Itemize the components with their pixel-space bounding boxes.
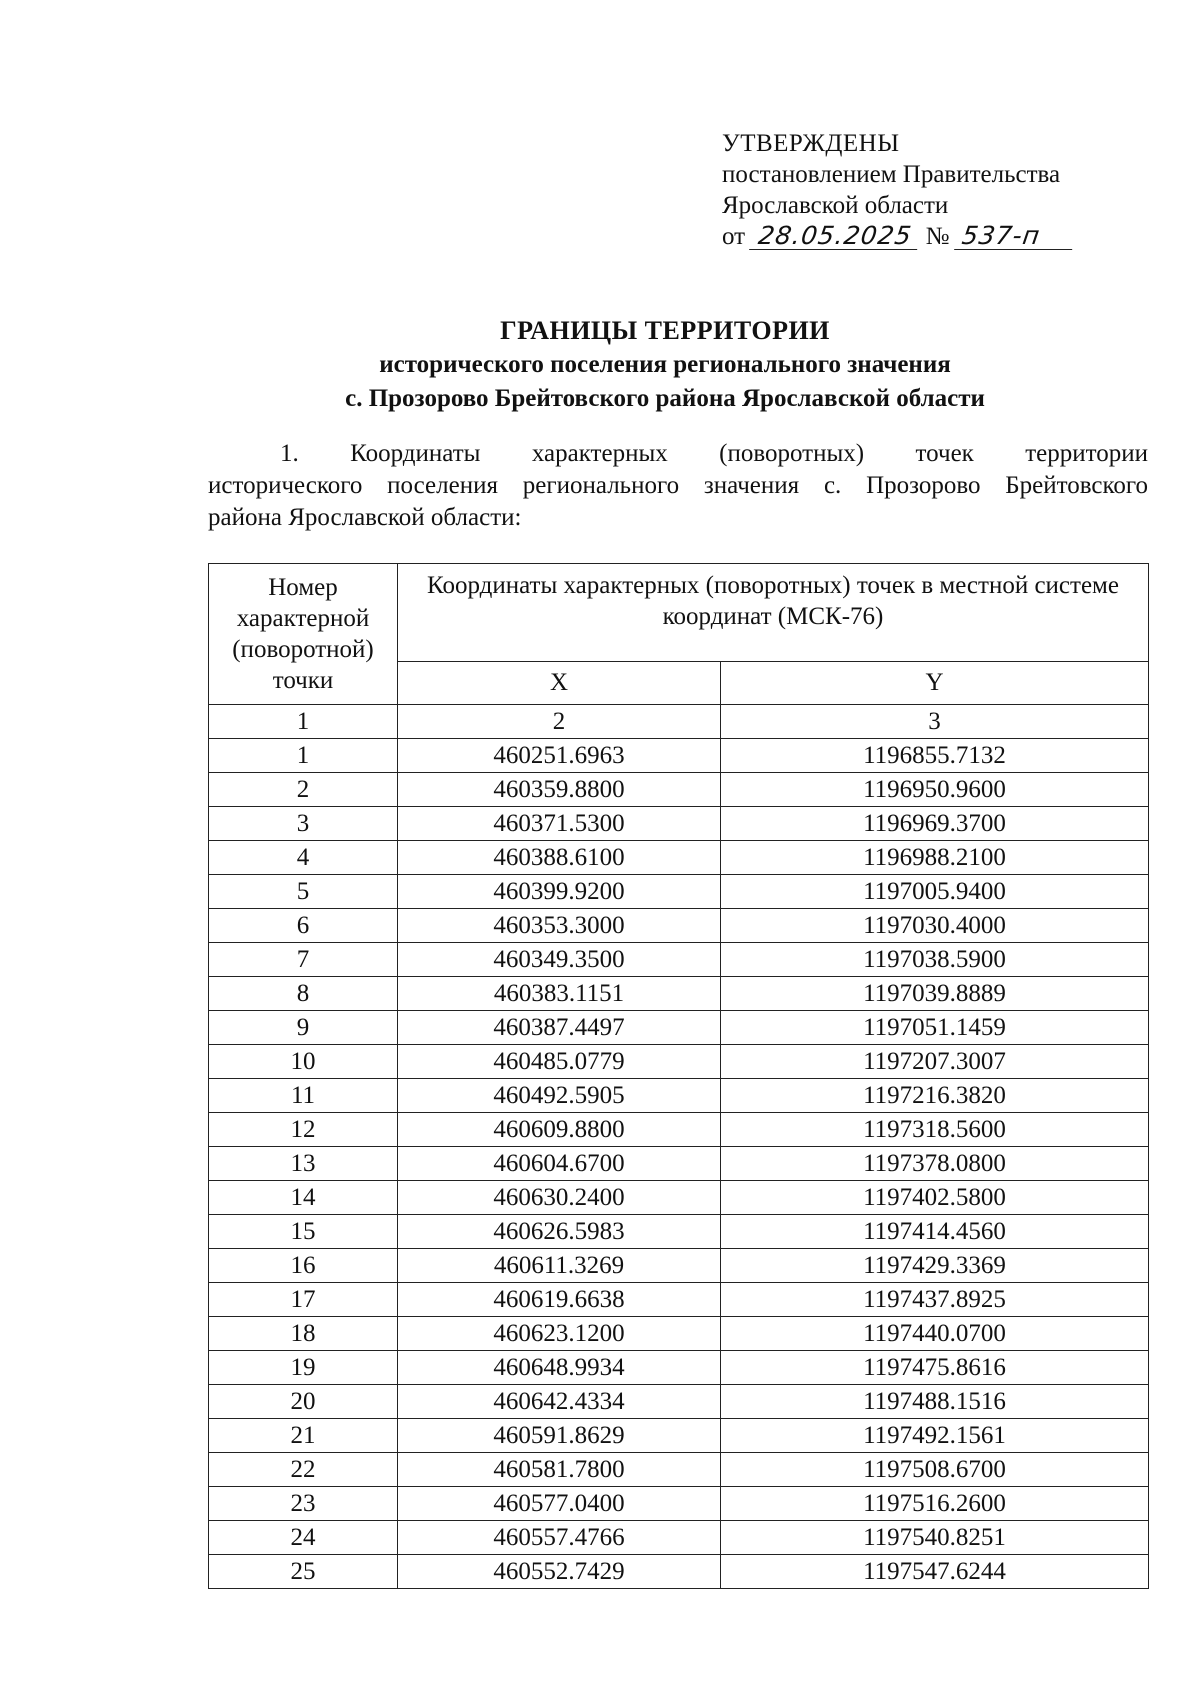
point-number-cell: 15 — [209, 1215, 398, 1249]
table-row — [209, 909, 1149, 943]
table-row — [209, 1419, 1149, 1453]
x-coordinate-cell: 460557.4766 — [398, 1521, 721, 1555]
y-coordinate-cell: 1197540.8251 — [721, 1521, 1149, 1555]
x-coordinate-cell: 460611.3269 — [398, 1249, 721, 1283]
point-number-cell: 21 — [209, 1419, 398, 1453]
x-coordinate-cell: 460371.5300 — [398, 807, 721, 841]
y-coordinate-cell: 1197378.0800 — [721, 1147, 1149, 1181]
table-row — [209, 875, 1149, 909]
handwritten-date: 28.05.2025 — [749, 223, 921, 250]
table-row — [209, 977, 1149, 1011]
column-index-3: 3 — [721, 705, 1149, 739]
point-number-cell: 18 — [209, 1317, 398, 1351]
column-index-row — [209, 705, 1149, 739]
y-coordinate-cell: 1196988.2100 — [721, 841, 1149, 875]
header-coordinates: Координаты характерных (поворотных) точек в местной системе координат (МСК-76) — [398, 564, 1149, 662]
point-number-cell: 12 — [209, 1113, 398, 1147]
point-number-cell: 16 — [209, 1249, 398, 1283]
y-coordinate-cell: 1197547.6244 — [721, 1555, 1149, 1589]
intro-paragraph — [208, 438, 1148, 534]
point-number-cell: 10 — [209, 1045, 398, 1079]
point-number-cell: 19 — [209, 1351, 398, 1385]
table-row — [209, 1249, 1149, 1283]
point-number-cell: 22 — [209, 1453, 398, 1487]
y-coordinate-cell: 1196855.7132 — [721, 739, 1149, 773]
point-number-cell: 6 — [209, 909, 398, 943]
point-number-cell: 2 — [209, 773, 398, 807]
document-heading — [200, 314, 1130, 416]
y-coordinate-cell: 1197437.8925 — [721, 1283, 1149, 1317]
table-row — [209, 773, 1149, 807]
y-coordinate-cell: 1197440.0700 — [721, 1317, 1149, 1351]
header-y: Y — [721, 662, 1149, 705]
document-title: ГРАНИЦЫ ТЕРРИТОРИИ — [500, 316, 830, 345]
x-coordinate-cell: 460485.0779 — [398, 1045, 721, 1079]
intro-line-2: исторического поселения регионального значения с. Прозорово Брейтовского — [208, 472, 1148, 499]
x-coordinate-cell: 460552.7429 — [398, 1555, 721, 1589]
intro-line-1: 1. Координаты характерных (поворотных) точек территории — [280, 440, 1148, 467]
table-row — [209, 739, 1149, 773]
column-index-1: 1 — [209, 705, 398, 739]
table-row — [209, 1283, 1149, 1317]
point-number-cell: 8 — [209, 977, 398, 1011]
coordinates-table — [208, 704, 1149, 1589]
x-coordinate-cell: 460581.7800 — [398, 1453, 721, 1487]
point-number-cell: 11 — [209, 1079, 398, 1113]
document-subtitle-2: с. Прозорово Брейтовского района Ярославской области — [345, 385, 985, 412]
point-number-cell: 9 — [209, 1011, 398, 1045]
x-coordinate-cell: 460642.4334 — [398, 1385, 721, 1419]
date-prefix: от — [722, 223, 746, 250]
y-coordinate-cell: 1197488.1516 — [721, 1385, 1149, 1419]
y-coordinate-cell: 1197005.9400 — [721, 875, 1149, 909]
point-number-cell: 17 — [209, 1283, 398, 1317]
table-row — [209, 1453, 1149, 1487]
table-row — [209, 1147, 1149, 1181]
x-coordinate-cell: 460609.8800 — [398, 1113, 721, 1147]
approval-region-line: Ярославской области — [722, 192, 949, 219]
y-coordinate-cell: 1197318.5600 — [721, 1113, 1149, 1147]
table-row — [209, 1351, 1149, 1385]
y-coordinate-cell: 1196969.3700 — [721, 807, 1149, 841]
coordinates-table-body — [209, 705, 1149, 1589]
x-coordinate-cell: 460577.0400 — [398, 1487, 721, 1521]
y-coordinate-cell: 1196950.9600 — [721, 773, 1149, 807]
y-coordinate-cell: 1197402.5800 — [721, 1181, 1149, 1215]
y-coordinate-cell: 1197038.5900 — [721, 943, 1149, 977]
point-number-cell: 13 — [209, 1147, 398, 1181]
approval-title: УТВЕРЖДЕНЫ — [722, 130, 900, 157]
y-coordinate-cell: 1197508.6700 — [721, 1453, 1149, 1487]
x-coordinate-cell: 460383.1151 — [398, 977, 721, 1011]
header-x: X — [398, 662, 721, 705]
table-row — [209, 1113, 1149, 1147]
x-coordinate-cell: 460630.2400 — [398, 1181, 721, 1215]
x-coordinate-cell: 460353.3000 — [398, 909, 721, 943]
x-coordinate-cell: 460388.6100 — [398, 841, 721, 875]
table-row — [209, 1317, 1149, 1351]
number-sign: № — [925, 223, 950, 250]
y-coordinate-cell: 1197516.2600 — [721, 1487, 1149, 1521]
point-number-cell: 24 — [209, 1521, 398, 1555]
y-coordinate-cell: 1197475.8616 — [721, 1351, 1149, 1385]
table-row — [209, 1487, 1149, 1521]
table-row — [209, 1555, 1149, 1589]
table-row — [209, 1181, 1149, 1215]
table-row — [209, 1521, 1149, 1555]
approval-date-line — [722, 221, 1074, 252]
document-subtitle-1: исторического поселения регионального значения — [379, 351, 951, 378]
point-number-cell: 23 — [209, 1487, 398, 1521]
y-coordinate-cell: 1197414.4560 — [721, 1215, 1149, 1249]
x-coordinate-cell: 460349.3500 — [398, 943, 721, 977]
handwritten-number: 537-п — [954, 223, 1076, 250]
x-coordinate-cell: 460648.9934 — [398, 1351, 721, 1385]
x-coordinate-cell: 460387.4497 — [398, 1011, 721, 1045]
point-number-cell: 14 — [209, 1181, 398, 1215]
coordinates-table-header — [208, 563, 1149, 705]
point-number-cell: 25 — [209, 1555, 398, 1589]
x-coordinate-cell: 460399.9200 — [398, 875, 721, 909]
approval-decree-line: постановлением Правительства — [722, 161, 1061, 188]
column-index-2: 2 — [398, 705, 721, 739]
x-coordinate-cell: 460591.8629 — [398, 1419, 721, 1453]
point-number-cell: 20 — [209, 1385, 398, 1419]
x-coordinate-cell: 460604.6700 — [398, 1147, 721, 1181]
y-coordinate-cell: 1197030.4000 — [721, 909, 1149, 943]
point-number-cell: 4 — [209, 841, 398, 875]
y-coordinate-cell: 1197216.3820 — [721, 1079, 1149, 1113]
x-coordinate-cell: 460619.6638 — [398, 1283, 721, 1317]
x-coordinate-cell: 460251.6963 — [398, 739, 721, 773]
y-coordinate-cell: 1197207.3007 — [721, 1045, 1149, 1079]
point-number-cell: 1 — [209, 739, 398, 773]
table-row — [209, 807, 1149, 841]
approval-block — [722, 128, 1074, 252]
intro-line-3: района Ярославской области: — [208, 504, 522, 531]
x-coordinate-cell: 460623.1200 — [398, 1317, 721, 1351]
point-number-cell: 7 — [209, 943, 398, 977]
table-row — [209, 1011, 1149, 1045]
y-coordinate-cell: 1197492.1561 — [721, 1419, 1149, 1453]
point-number-cell: 3 — [209, 807, 398, 841]
table-row — [209, 1079, 1149, 1113]
x-coordinate-cell: 460626.5983 — [398, 1215, 721, 1249]
x-coordinate-cell: 460492.5905 — [398, 1079, 721, 1113]
point-number-cell: 5 — [209, 875, 398, 909]
y-coordinate-cell: 1197051.1459 — [721, 1011, 1149, 1045]
x-coordinate-cell: 460359.8800 — [398, 773, 721, 807]
table-row — [209, 1385, 1149, 1419]
table-row — [209, 1215, 1149, 1249]
y-coordinate-cell: 1197429.3369 — [721, 1249, 1149, 1283]
y-coordinate-cell: 1197039.8889 — [721, 977, 1149, 1011]
header-point-number: Номер характерной (поворотной) точки — [209, 564, 398, 705]
table-row — [209, 1045, 1149, 1079]
table-row — [209, 943, 1149, 977]
table-row — [209, 841, 1149, 875]
